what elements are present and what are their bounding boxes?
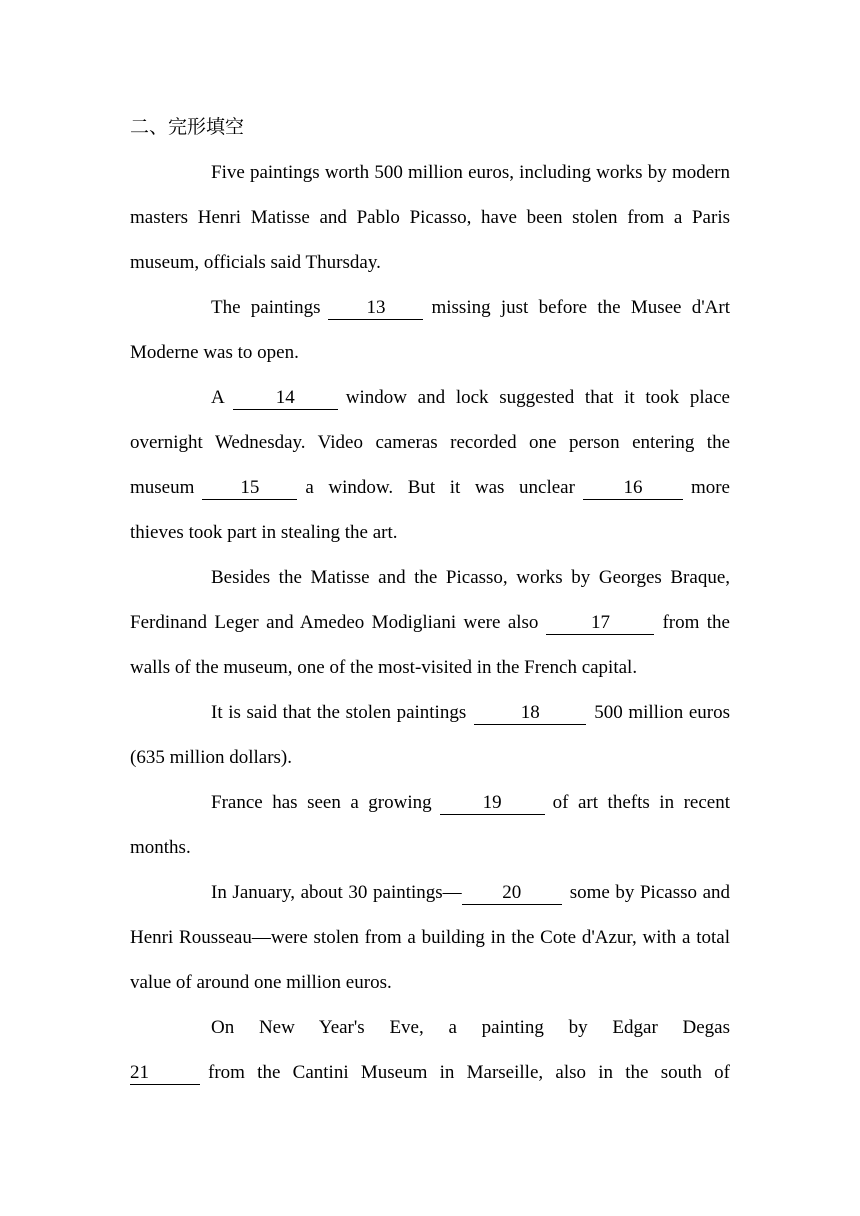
blank-14[interactable]: 14 bbox=[233, 388, 338, 410]
p6-text-before: France has seen a growing bbox=[211, 792, 432, 813]
paragraph-3 bbox=[130, 375, 730, 555]
paragraph-2 bbox=[130, 285, 730, 375]
section-heading: 二、完形填空 bbox=[130, 116, 245, 138]
p2-text-before: The paintings bbox=[211, 297, 321, 318]
p8-text-after: from the Cantini Museum in Marseille, also in the south of bbox=[208, 1062, 730, 1083]
p3-text-d: more thieves took part in stealing the art. bbox=[130, 477, 730, 543]
paragraph-6 bbox=[130, 780, 730, 870]
p7-text-after: some by Picasso and Henri Rousseau—were stolen from a building in the Cote d'Azur, with a total value of around one million euros. bbox=[130, 882, 731, 993]
p2-text-after: missing just before the Musee d'Art Moderne was to open. bbox=[130, 297, 730, 363]
paragraph-7 bbox=[130, 870, 730, 1005]
p4-text-after: from the walls of the museum, one of the most-visited in the French capital. bbox=[130, 612, 730, 678]
blank-20[interactable]: 20 bbox=[462, 883, 562, 905]
blank-16[interactable]: 16 bbox=[583, 478, 683, 500]
paragraph-5 bbox=[130, 690, 730, 780]
blank-21[interactable]: 21 bbox=[130, 1063, 200, 1085]
paragraph-1: Five paintings worth 500 million euros, including works by modern masters Henri Matisse and Pablo Picasso, have been stolen from a Paris museum, officials said Thursday. bbox=[130, 162, 730, 273]
blank-15[interactable]: 15 bbox=[202, 478, 297, 500]
paragraph-8 bbox=[130, 1005, 730, 1050]
p3-text-b: window and lock suggested that it took place overnight Wednesday. Video cameras recorded one person entering the museum bbox=[130, 387, 730, 498]
blank-13[interactable]: 13 bbox=[328, 298, 423, 320]
p8-line1: On New Year's Eve, a painting by Edgar Degas bbox=[211, 1017, 730, 1038]
blank-19[interactable]: 19 bbox=[440, 793, 545, 815]
blank-17[interactable]: 17 bbox=[546, 613, 654, 635]
p7-text-before: In January, about 30 paintings— bbox=[211, 882, 462, 903]
p3-text-a: A bbox=[211, 387, 225, 408]
p4-text-before: Besides the Matisse and the Picasso, works by Georges Braque, Ferdinand Leger and Amedeo Modigliani were also bbox=[130, 567, 730, 633]
blank-18[interactable]: 18 bbox=[474, 703, 586, 725]
p5-text-before: It is said that the stolen paintings bbox=[211, 702, 467, 723]
p3-text-c: a window. But it was unclear bbox=[305, 477, 575, 498]
paragraph-4 bbox=[130, 555, 730, 690]
p6-text-after: of art thefts in recent months. bbox=[130, 792, 730, 858]
passage bbox=[130, 150, 730, 1095]
paragraph-8-continued bbox=[130, 1050, 730, 1095]
p5-text-after: 500 million euros (635 million dollars). bbox=[130, 702, 730, 768]
